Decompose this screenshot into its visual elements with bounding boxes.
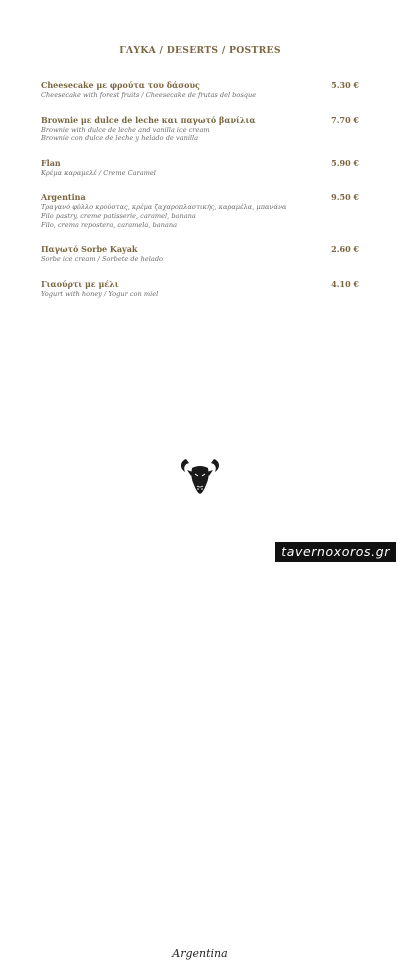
argentina-logo	[164, 453, 236, 960]
logo-text: Argentina	[172, 947, 228, 960]
page-title: ΓΛΥΚΑ / DESERTS / POSTRES	[119, 45, 281, 56]
menu-item-description: Filo, crema repostera, caramela, banana	[41, 220, 178, 229]
menu-item-name: Brownie με dulce de leche και παγωτό βανίλια	[41, 114, 256, 125]
menu-item-description: Τραγανό φύλλο κρούστας, κρέμα ζαχαροπλαστικής, καραμέλα, μπανάνα	[41, 203, 287, 212]
menu-item-price: 5.30 €	[331, 80, 359, 90]
menu-item-description: Yogurt with honey / Yogur con miel	[41, 289, 159, 298]
menu-item-argentina	[41, 192, 359, 229]
menu-item-description: Sorbe ice cream / Sorbete de helado	[41, 255, 164, 264]
menu-item-description: Brownie with dulce de leche and vanilla ice cream	[41, 125, 210, 134]
watermark: tavernoxoros.gr	[275, 542, 396, 562]
menu-item-price: 7.70 €	[331, 114, 359, 125]
menu-item-description: Brownie con dulce de leche y helado de vanilla	[41, 134, 199, 143]
menu-item-name: Cheesecake με φρούτα του δάσους	[41, 80, 200, 90]
menu-item-yogurt	[41, 279, 359, 299]
menu-item-brownie	[41, 115, 359, 143]
menu-item-price: 2.60 €	[331, 244, 359, 255]
menu-item-sorbe	[41, 244, 359, 264]
menu-item-cheesecake	[41, 80, 359, 100]
menu-item-name: Παγωτό Sorbe Kayak	[41, 244, 138, 255]
menu-item-name: Flan	[41, 157, 61, 168]
menu-item-name: Γιαούρτι με μέλι	[41, 278, 119, 289]
menu-item-price: 9.50 €	[331, 192, 359, 203]
menu-item-description: Filo pastry, creme patisserie, caramel, banana	[41, 211, 196, 220]
bull-head-icon	[164, 453, 236, 497]
menu-item-flan	[41, 158, 359, 178]
menu-item-name: Argentina	[41, 192, 86, 203]
menu-list	[41, 80, 359, 313]
menu-item-description: Κρέμα καραμελέ / Creme Caramel	[41, 168, 156, 177]
menu-item-price: 4.10 €	[331, 278, 359, 289]
menu-item-description: Cheesecake with forest fruits / Cheesecake de frutas del bosque	[41, 91, 257, 99]
menu-item-price: 5.90 €	[331, 157, 359, 168]
